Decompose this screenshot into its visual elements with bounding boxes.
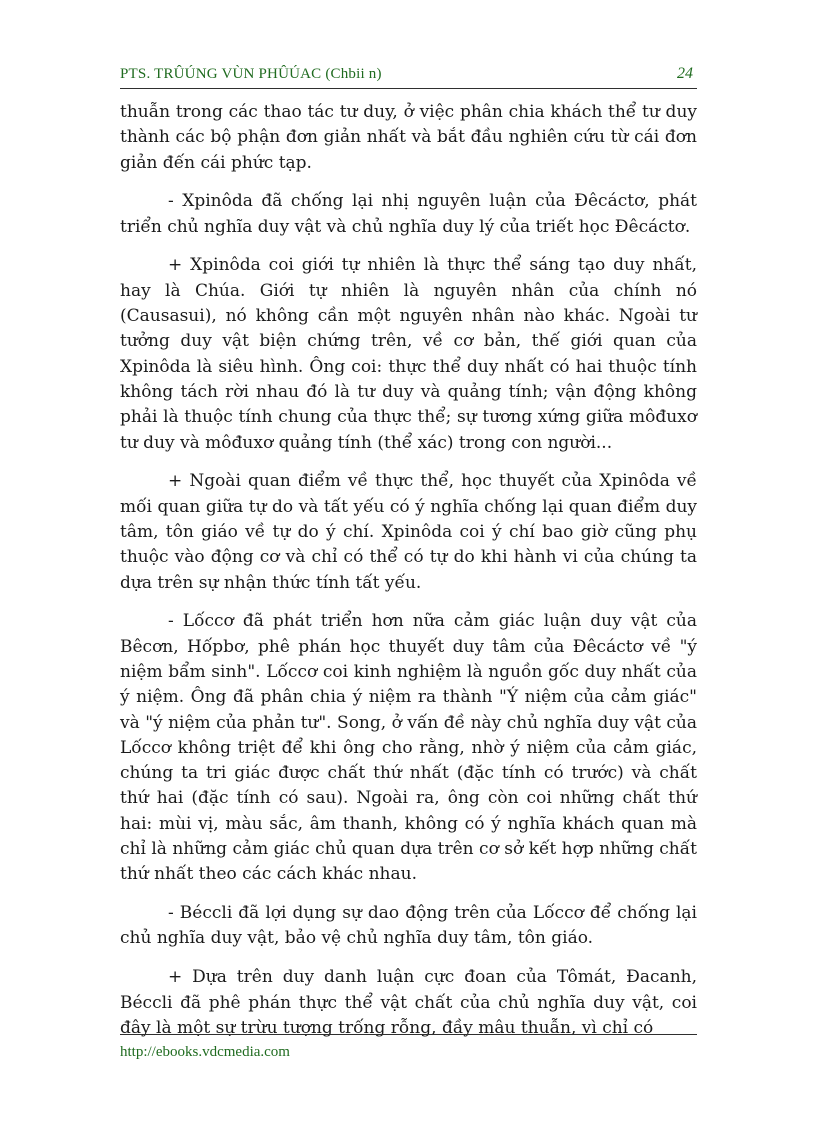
paragraph: thuẫn trong các thao tác tư duy, ở việc phân chia khách thể tư duy thành các bộ phận đơn giản nhất và bắt đầu nghiên cứu từ cái đơn giản đến cái phức tạp. <box>120 102 697 173</box>
footer-url-link[interactable]: http://ebooks.vdcmedia.com <box>120 1044 290 1060</box>
page-footer <box>120 1034 697 1061</box>
paragraph: - Xpinôda đã chống lại nhị nguyên luận của Đêcáctơ, phát triển chủ nghĩa duy vật và chủ nghĩa duy lý của triết học Đêcáctơ. <box>120 191 697 237</box>
page-number: 24 <box>677 65 693 82</box>
paragraph: + Ngoài quan điểm về thực thể, học thuyết của Xpinôda về mối quan giữa tự do và tất yếu có ý nghĩa chống lại quan điểm duy tâm, tôn giáo về tự do ý chí. Xpinôda coi ý chí bao giờ cũng phụ thuộc vào động cơ và chỉ có thể có tự do khi hành vi của chúng ta dựa trên sự nhận thức tính tất yếu. <box>120 471 697 593</box>
paragraph: - Béccli đã lợi dụng sự dao động trên của Lốccơ để chống lại chủ nghĩa duy vật, bảo vệ chủ nghĩa duy tâm, tôn giáo. <box>120 903 697 949</box>
paragraph: + Xpinôda coi giới tự nhiên là thực thể sáng tạo duy nhất, hay là Chúa. Giới tự nhiên là nguyên nhân của chính nó (Causasui), nó không cần một nguyên nhân nào khác. Ngoài tư tưởng duy vật biện chứng trên, về cơ bản, thế giới quan của Xpinôda là siêu hình. Ông coi: thực thể duy nhất có hai thuộc tính không tách rời nhau đó là tư duy và quảng tính; vận động không phải là thuộc tính chung của thực thể; sự tương xứng giữa môđuxơ tư duy và môđuxơ quảng tính (thể xác) trong con người... <box>120 255 697 453</box>
header-title: PTS. TRÛÚNG VÙN PHÛÚAC (Chbii n) <box>120 66 382 82</box>
body-text <box>120 100 697 1055</box>
paragraph: - Lốccơ đã phát triển hơn nữa cảm giác luận duy vật của Bêcơn, Hốpbơ, phê phán học thuyết duy tâm của Đêcáctơ về "ý niệm bẩm sinh". Lốccơ coi kinh nghiệm là nguồn gốc duy nhất của ý niệm. Ông đã phân chia ý niệm ra thành "Ý niệm của cảm giác" và "ý niệm của phản tư". Song, ở vấn đề này chủ nghĩa duy vật của Lốccơ không triệt để khi ông cho rằng, nhờ ý niệm của cảm giác, chúng ta tri giác được chất thứ nhất (đặc tính có trước) và chất thứ hai (đặc tính có sau). Ngoài ra, ông còn coi những chất thứ hai: mùi vị, màu sắc, âm thanh, không có ý nghĩa khách quan mà chỉ là những cảm giác chủ quan dựa trên cơ sở kết hợp những chất thứ nhất theo các cách khác nhau. <box>120 611 697 885</box>
page-header <box>120 60 697 89</box>
paragraph: + Dựa trên duy danh luận cực đoan của Tômát, Đacanh, Béccli đã phê phán thực thể vật chất của chủ nghĩa duy vật, coi đây là một sự trừu tượng trống rỗng, đầy mâu thuẫn, vì chỉ có <box>120 967 697 1038</box>
